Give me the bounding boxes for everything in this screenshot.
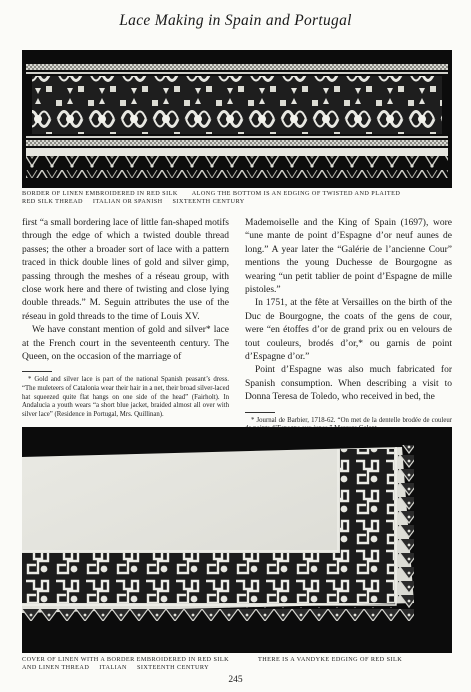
right-paragraph-3: Point d’Espagne was also much fabricated for Spanish consumption. When describing a visit to Donna Teresa de Toledo, who received in bed, the: [245, 365, 452, 403]
footnote-rule: [22, 371, 52, 372]
left-paragraph-2: We have constant mention of gold and silver* lace at the French court in the seventeenth century. The Queen, on the occasion of the marriage of: [22, 325, 229, 363]
plate1-caption-left: BORDER OF LINEN EMBROIDERED IN RED SILK: [22, 190, 178, 197]
linen-cover-plate: [22, 427, 452, 653]
page-number: 245: [228, 675, 243, 685]
right-paragraph-1: Mademoiselle and the King of Spain (1697), wore “une mante de point d’Espagne d’or neuf aunes de long.” A year later the “Galérie de l’ancienne Cour” mentions the young Duchesse de Bourgogne as wearing “un petit tablier de point d’Espagne de mille pistoles.”: [245, 218, 452, 296]
footnote-rule: [245, 412, 275, 413]
left-paragraph-1: first “a small bordering lace of little fan-shaped motifs through the edge of which a twisted double thread passes; the other a broader sort of lace with a pattern traced in thick double lines of gold and silver gimp, passing through the meshes of a réseau group, with close work here and there of twisting and close lying double threads.” M. Seguin attributes the use of the réseau in gold threads to the time of Louis XV.: [22, 218, 229, 322]
right-column: [245, 217, 452, 434]
plate2-caption-line2: AND LINEN THREAD ITALIAN SIXTEENTH CENTURY: [22, 664, 210, 671]
plate2-caption-left: COVER OF LINEN WITH A BORDER EMBROIDERED IN RED SILK: [22, 656, 230, 663]
plate1-caption-line2: RED SILK THREAD ITALIAN OR SPANISH SIXTEENTH CENTURY: [22, 198, 245, 205]
left-column: [22, 217, 229, 419]
right-paragraph-2: In 1751, at the fête at Versailles on the birth of the Duc de Bourgogne, the coats of the gens de cour, were “en étoffes d’or de grand prix ou en velours de tout couleurs, brodés d’or,* ou garnis de point d’Espagne d’or.”: [245, 298, 452, 363]
running-head: Lace Making in Spain and Portugal: [119, 12, 352, 29]
left-footnote: * Gold and silver lace is part of the national Spanish peasant’s dress. “The muleteers of Catalonia wear their hair in a net, their broad silver-laced hat squeezed quite flat hangs on one side of the head” (Fairholt). In Andalucia a youth wears “a short blue jacket, braided almost all over with silver lace” (Residence in Portugal, Mrs. Quillinan).: [22, 376, 229, 418]
plate1-caption-right: ALONG THE BOTTOM IS AN EDGING OF TWISTED AND PLAITED: [191, 190, 401, 197]
plate2-caption-right: THERE IS A VANDYKE EDGING OF RED SILK: [258, 656, 403, 663]
right-footnote: * Journal de Barbier, 1718-62. “On met de la dentelle brodée de couleur: [251, 416, 452, 424]
plate1-caption-line1: [22, 190, 400, 198]
embroidered-border-plate: [22, 50, 452, 188]
